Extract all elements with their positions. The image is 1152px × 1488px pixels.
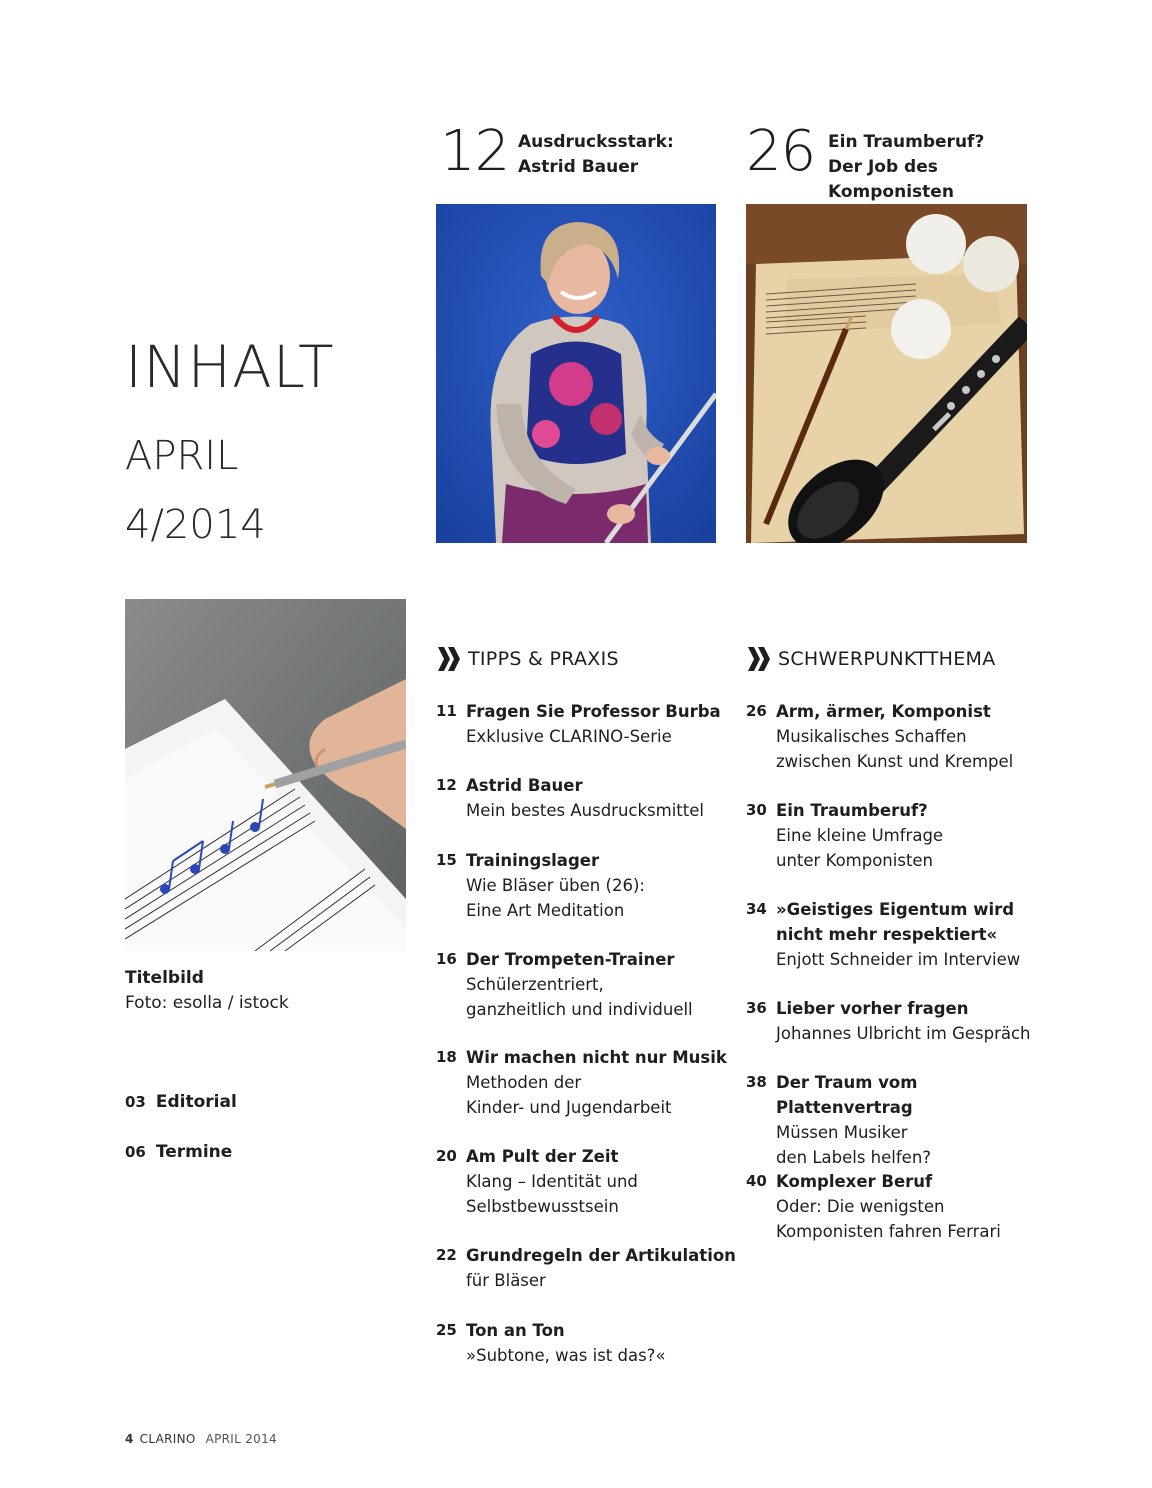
toc-item-termine[interactable] (125, 1140, 232, 1165)
toc-item-editorial[interactable] (125, 1090, 237, 1115)
toc-entry-desc: Methoden der Kinder- und Jugendarbeit (466, 1073, 672, 1117)
toc-entry-title: Trainingslager (466, 851, 600, 870)
toc-entry-title: Grundregeln der Artikulation (466, 1246, 736, 1265)
toc-entry-page: 40 (746, 1172, 767, 1190)
toc-entry[interactable] (746, 699, 1046, 774)
toc-entry-page: 15 (436, 851, 457, 869)
footer-date: APRIL 2014 (205, 1432, 277, 1446)
toc-entry[interactable] (746, 1070, 1046, 1170)
cover-credit: Foto: esolla / istock (125, 993, 289, 1013)
feature-page-number: 12 (440, 119, 510, 184)
toc-entry[interactable] (436, 1318, 736, 1368)
toc-entry[interactable] (746, 996, 1046, 1046)
feature-title[interactable]: Ein Traumberuf? Der Job des Komponisten (828, 132, 985, 202)
toc-entry[interactable] (746, 1169, 1046, 1244)
toc-entry[interactable] (746, 897, 1046, 972)
toc-entry-title: Komplexer Beruf (776, 1172, 933, 1191)
toc-entry-title: Ein Traumberuf? (776, 801, 928, 820)
section-heading-schwerpunkt (746, 647, 996, 671)
toc-entry-page: 18 (436, 1048, 457, 1066)
toc-entry-desc: »Subtone, was ist das?« (466, 1346, 666, 1365)
toc-entry-page: 12 (436, 776, 457, 794)
feature-photo-flutist[interactable] (436, 204, 716, 543)
toc-entry-page: 26 (746, 702, 767, 720)
toc-entry[interactable] (436, 773, 736, 823)
toc-entry-title: Fragen Sie Professor Burba (466, 702, 721, 721)
toc-entry-desc: Mein bestes Ausdrucksmittel (466, 801, 704, 820)
cover-caption (125, 966, 289, 1016)
footer-page-number: 4 (125, 1432, 134, 1446)
cover-photo[interactable] (125, 599, 406, 951)
toc-entry-page: 30 (746, 801, 767, 819)
toc-entry-desc: Eine kleine Umfrage unter Komponisten (776, 826, 944, 870)
toc-item-page: 06 (125, 1143, 146, 1161)
toc-entry-title: Lieber vorher fragen (776, 999, 969, 1018)
cover-label: Titelbild (125, 968, 204, 988)
toc-entry-title: Am Pult der Zeit (466, 1147, 619, 1166)
toc-entry[interactable] (436, 848, 736, 923)
issue-month: APRIL (125, 433, 239, 479)
toc-entry-title: Wir machen nicht nur Musik (466, 1048, 727, 1067)
double-chevron-icon (746, 647, 772, 671)
toc-entry-page: 25 (436, 1321, 457, 1339)
toc-entry-title: Astrid Bauer (466, 776, 583, 795)
toc-entry[interactable] (746, 798, 1046, 873)
toc-entry-page: 16 (436, 950, 457, 968)
feature-page-number: 26 (746, 119, 816, 184)
toc-entry-desc: für Bläser (466, 1271, 546, 1290)
toc-entry-desc: Schülerzentriert, ganzheitlich und individuell (466, 975, 693, 1019)
toc-entry-title: Ton an Ton (466, 1321, 565, 1340)
toc-entry-page: 11 (436, 702, 457, 720)
toc-entry-title: Der Traum vom Plattenvertrag (776, 1073, 918, 1117)
toc-entry[interactable] (436, 699, 736, 749)
toc-entry-page: 38 (746, 1073, 767, 1091)
toc-entry-desc: Wie Bläser üben (26): Eine Art Meditation (466, 876, 645, 920)
footer-magazine: CLARINO (139, 1432, 196, 1446)
toc-item-label: Editorial (155, 1092, 237, 1112)
toc-entry-desc: Johannes Ulbricht im Gespräch (776, 1024, 1031, 1043)
toc-entry-desc: Musikalisches Schaffen zwischen Kunst und Krempel (776, 727, 1014, 771)
toc-item-label: Termine (155, 1142, 233, 1162)
toc-entry[interactable] (436, 1243, 736, 1293)
toc-entry-desc: Oder: Die wenigsten Komponisten fahren Ferrari (776, 1197, 1001, 1241)
page-footer (125, 1432, 277, 1446)
feature-photo-clarinet[interactable] (746, 204, 1027, 543)
toc-entry-desc: Enjott Schneider im Interview (776, 950, 1021, 969)
toc-entry-desc: Exklusive CLARINO-Serie (466, 727, 672, 746)
section-heading-label: SCHWERPUNKTTHEMA (778, 648, 996, 670)
toc-entry-title: »Geistiges Eigentum wird nicht mehr respektiert« (776, 900, 1015, 944)
page-title: INHALT (125, 333, 335, 401)
toc-entry-title: Der Trompeten-Trainer (466, 950, 675, 969)
toc-entry[interactable] (436, 1045, 736, 1120)
issue-number: 4/2014 (125, 502, 266, 548)
toc-entry[interactable] (436, 1144, 736, 1219)
section-heading-label: TIPPS & PRAXIS (468, 648, 619, 670)
toc-entry-page: 20 (436, 1147, 457, 1165)
toc-entry-page: 22 (436, 1246, 457, 1264)
toc-entry-page: 36 (746, 999, 767, 1017)
toc-entry-title: Arm, ärmer, Komponist (776, 702, 991, 721)
section-heading-tipps (436, 647, 619, 671)
toc-entry-desc: Müssen Musiker den Labels helfen? (776, 1123, 932, 1167)
double-chevron-icon (436, 647, 462, 671)
toc-item-page: 03 (125, 1093, 146, 1111)
toc-entry[interactable] (436, 947, 736, 1022)
toc-entry-page: 34 (746, 900, 767, 918)
toc-entry-desc: Klang – Identität und Selbstbewusstsein (466, 1172, 638, 1216)
feature-title[interactable]: Ausdrucksstark: Astrid Bauer (518, 132, 674, 177)
